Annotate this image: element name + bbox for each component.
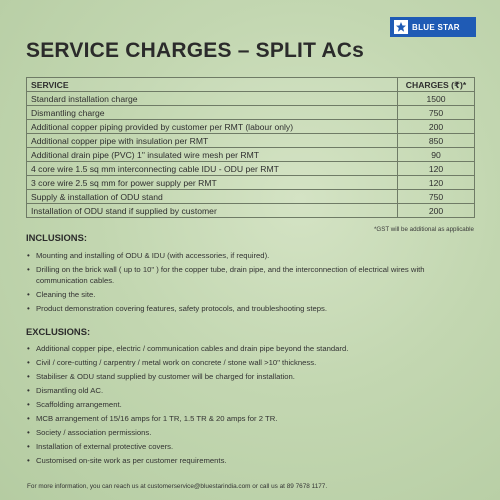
blue-star-logo [390,17,476,37]
exclusions-list [27,344,475,470]
service-column-header: SERVICE [27,78,398,92]
charge-cell: 120 [398,162,475,176]
logo-text: BLUE STAR [412,22,460,32]
list-item: • Drilling on the brick wall ( up to 10" ) for the copper tube, drain pipe, and the interconnection of electrical wires with communication cables. [27,265,475,286]
charge-cell: 850 [398,134,475,148]
charges-column-header: CHARGES (₹)* [398,78,475,92]
table-row [27,106,475,120]
list-item: • Installation of external protective covers. [27,442,475,453]
list-item: • MCB arrangement of 15/16 amps for 1 TR, 1.5 TR & 20 amps for 2 TR. [27,414,475,425]
table-row [27,162,475,176]
service-cell: 4 core wire 1.5 sq mm interconnecting cable IDU - ODU per RMT [27,162,398,176]
star-icon [394,20,408,34]
list-item: • Civil / core-cutting / carpentry / metal work on concrete / stone wall >10" thickness. [27,358,475,369]
list-item: • Stabiliser & ODU stand supplied by customer will be charged for installation. [27,372,475,383]
table-header-row [27,78,475,92]
list-item: • Product demonstration covering features, safety protocols, and troubleshooting steps. [27,304,475,315]
charge-cell: 750 [398,106,475,120]
charge-cell: 750 [398,190,475,204]
service-cell: Installation of ODU stand if supplied by customer [27,204,398,218]
table-row [27,134,475,148]
charge-cell: 90 [398,148,475,162]
exclusions-title: EXCLUSIONS: [26,326,91,337]
charge-cell: 200 [398,204,475,218]
service-cell: Additional copper piping provided by customer per RMT (labour only) [27,120,398,134]
list-item: • Society / association permissions. [27,428,475,439]
list-item: • Dismantling old AC. [27,386,475,397]
list-item: • Scaffolding arrangement. [27,400,475,411]
list-item: • Additional copper pipe, electric / communication cables and drain pipe beyond the standard. [27,344,475,355]
gst-note: *GST will be additional as applicable [374,226,474,233]
list-item: • Cleaning the site. [27,290,475,301]
inclusions-list [27,251,475,318]
list-item: • Customised on-site work as per customer requirements. [27,456,475,467]
inclusions-title: INCLUSIONS: [26,232,87,243]
service-cell: Supply & installation of ODU stand [27,190,398,204]
table-row [27,148,475,162]
table-row [27,204,475,218]
table-row [27,176,475,190]
charge-cell: 120 [398,176,475,190]
service-cell: 3 core wire 2.5 sq mm for power supply per RMT [27,176,398,190]
table-row [27,190,475,204]
contact-footer: For more information, you can reach us at customerservice@bluestarindia.com or call us at 89 7678 1177. [27,483,328,490]
service-charges-table [26,77,475,218]
charge-cell: 200 [398,120,475,134]
service-cell: Dismantling charge [27,106,398,120]
table-row [27,92,475,106]
service-cell: Additional copper pipe with insulation per RMT [27,134,398,148]
table-row [27,120,475,134]
list-item: • Mounting and installing of ODU & IDU (with accessories, if required). [27,251,475,262]
page-title: SERVICE CHARGES – SPLIT ACs [26,39,364,62]
charge-cell: 1500 [398,92,475,106]
service-cell: Additional drain pipe (PVC) 1" insulated wire mesh per RMT [27,148,398,162]
service-cell: Standard installation charge [27,92,398,106]
